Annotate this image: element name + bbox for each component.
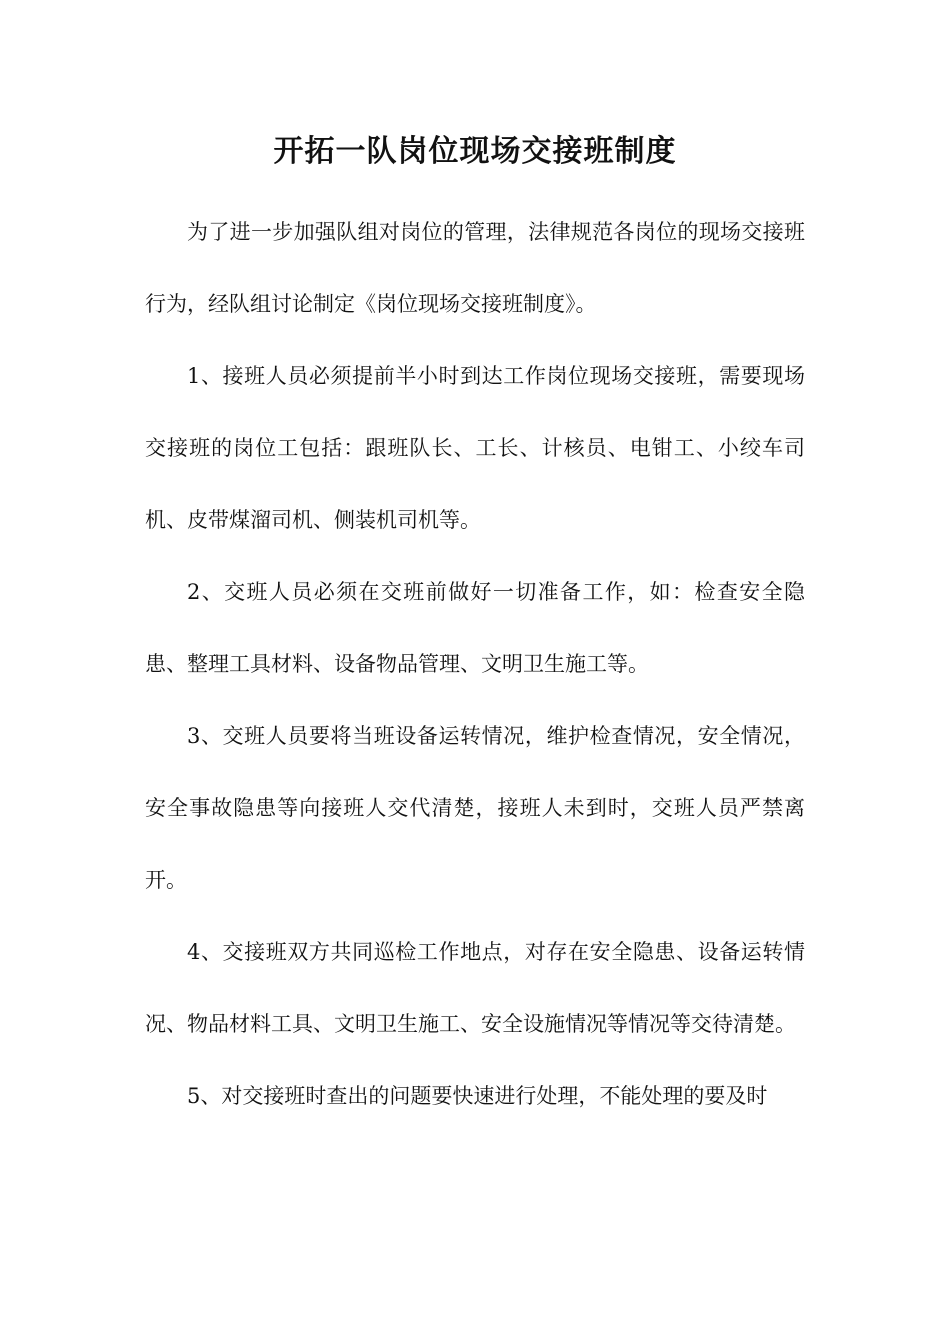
paragraph-item-1: 1、接班人员必须提前半小时到达工作岗位现场交接班，需要现场交接班的岗位工包括：跟班队长、工长、计核员、电钳工、小绞车司机、皮带煤溜司机、侧装机司机等。	[145, 364, 805, 532]
paragraph-item-4: 4、交接班双方共同巡检工作地点，对存在安全隐患、设备运转情况、物品材料工具、文明卫生施工、安全设施情况等情况等交待清楚。	[145, 940, 805, 1036]
paragraph-intro: 为了进一步加强队组对岗位的管理，法律规范各岗位的现场交接班行为，经队组讨论制定《岗位现场交接班制度》。	[145, 220, 805, 316]
paragraph-item-5: 5、对交接班时查出的问题要快速进行处理，不能处理的要及时	[187, 1084, 768, 1108]
paragraph-item-2: 2、交班人员必须在交班前做好一切准备工作，如：检查安全隐患、整理工具材料、设备物品管理、文明卫生施工等。	[145, 580, 805, 676]
document-body	[145, 196, 805, 1132]
paragraph-item-3: 3、交班人员要将当班设备运转情况，维护检查情况，安全情况，安全事故隐患等向接班人交代清楚，接班人未到时，交班人员严禁离开。	[145, 724, 805, 892]
document-title: 开拓一队岗位现场交接班制度	[273, 134, 677, 169]
